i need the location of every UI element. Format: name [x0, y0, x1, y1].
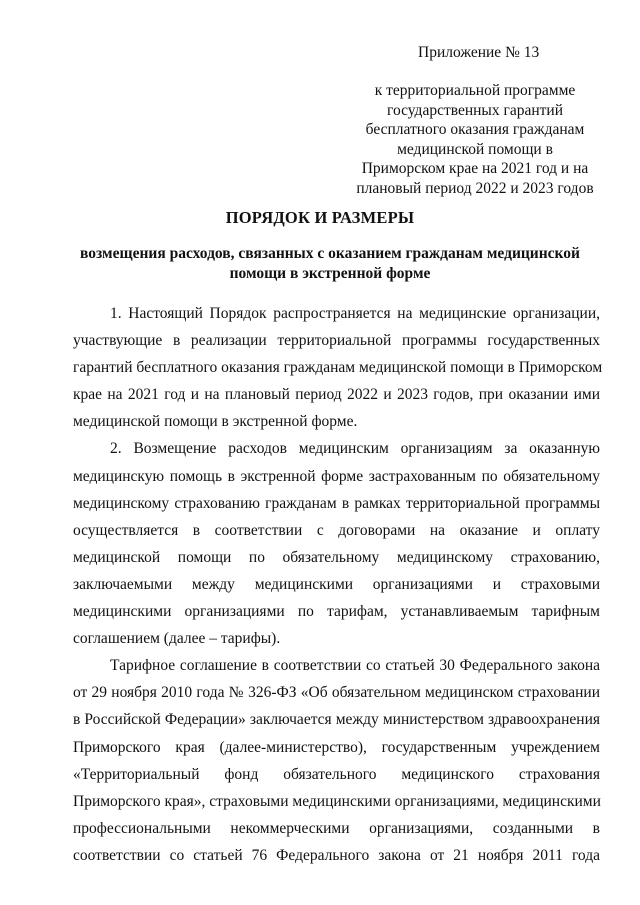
document-subtitle	[60, 244, 600, 283]
text-line: медицинской помощи по обязательному медицинскому страхованию,	[73, 548, 600, 566]
subtitle-line: помощи в экстренной форме	[229, 264, 431, 282]
paragraph-3	[73, 652, 600, 869]
text-line: соглашением (далее – тарифы).	[73, 630, 281, 648]
text-line: «Территориальный фонд обязательного медицинского страхования	[73, 765, 600, 783]
text-line: Тарифное соглашение в соответствии со статьей 30 Федерального закона	[110, 657, 600, 675]
text-line: медицинской помощи в экстренной форме.	[73, 413, 358, 431]
document-body	[73, 300, 603, 869]
appendix-reference-line: Приморском крае на 2021 год и на	[361, 160, 589, 178]
paragraph-2	[73, 435, 600, 652]
appendix-reference	[330, 81, 620, 199]
appendix-reference-line: бесплатного оказания гражданам	[365, 121, 585, 139]
appendix-reference-line: медицинской помощи в	[397, 140, 553, 158]
text-line: осуществляется в соответствии с договорами на оказание и оплату	[73, 521, 600, 539]
text-line: профессиональными некоммерческими организациями, созданными в	[73, 819, 600, 837]
text-line: медицинскому страхованию гражданам в рамках территориальной программы	[73, 494, 600, 512]
document-title: ПОРЯДОК И РАЗМЕРЫ	[225, 208, 415, 227]
text-line: в Российской Федерации» заключается между министерством здравоохранения	[73, 711, 600, 729]
text-line: участвующие в реализации территориальной программы государственных	[73, 332, 600, 350]
text-line: соответствии со статьей 76 Федерального закона от 21 ноября 2011 года	[73, 846, 600, 864]
text-line: от 29 ноября 2010 года № 326-ФЗ «Об обязательном медицинском страховании	[73, 684, 600, 702]
text-line: 2. Возмещение расходов медицинским организациям за оказанную	[110, 440, 600, 458]
text-line: Приморского края (далее-министерство), государственным учреждением	[73, 738, 600, 756]
subtitle-line: возмещения расходов, связанных с оказанием гражданам медицинской	[80, 245, 580, 262]
appendix-reference-line: государственных гарантий	[387, 101, 563, 119]
appendix-reference-line: плановый период 2022 и 2023 годов	[356, 179, 594, 197]
text-line: гарантий бесплатного оказания гражданам медицинской помощи в Приморском	[73, 359, 603, 377]
text-line: медицинскими организациями по тарифам, устанавливаемым тарифным	[73, 603, 600, 621]
text-line: Приморского края», страховыми медицинскими организациями, медицинскими	[73, 792, 601, 810]
text-line: крае на 2021 год и на плановый период 2022 и 2023 годов, при оказании ими	[73, 386, 600, 404]
text-line: заключаемыми между медицинскими организациями и страховыми	[73, 575, 600, 593]
appendix-number: Приложение № 13	[418, 44, 540, 61]
text-line: 1. Настоящий Порядок распространяется на медицинские организации,	[110, 305, 600, 322]
appendix-reference-line: к территориальной программе	[374, 82, 576, 99]
text-line: медицинскую помощь в экстренной форме застрахованным по обязательному	[73, 467, 600, 485]
paragraph-1	[73, 300, 603, 435]
